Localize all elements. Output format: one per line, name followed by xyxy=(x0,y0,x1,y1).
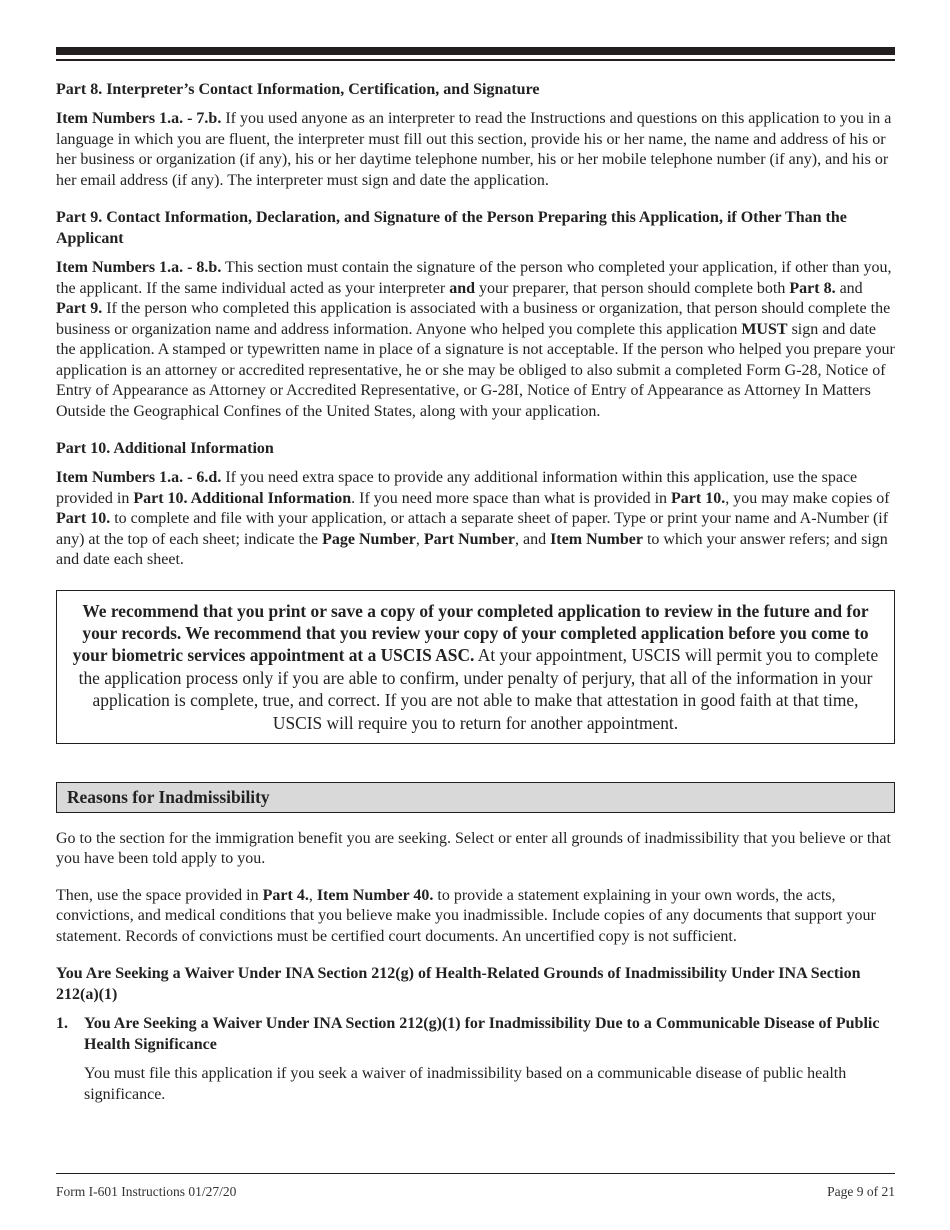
part10-ref: Part 10. Additional Information xyxy=(133,489,352,507)
part9-ref: Part 9. xyxy=(56,300,103,317)
part10-text: . If you need more space than what is provided in xyxy=(351,489,672,507)
inadmissibility-paragraph-1: Go to the section for the immigration benefit you are seeking. Select or enter all grounds of inadmissibility that you believe or that you have been told apply to you. xyxy=(56,829,891,868)
part10-paragraph xyxy=(56,468,895,571)
numbered-item-1 xyxy=(56,1014,895,1055)
notice-bold-text: We recommend that you print or save a copy of your completed application to review in the future and for your records. We recommend that you review your copy of your completed application before you come to your biometric services appointment at a USCIS ASC. xyxy=(72,600,869,666)
part10-text: to which your answer refers; and sign and date each sheet. xyxy=(56,530,888,568)
part10-ref: Item Number xyxy=(550,530,643,548)
inadmissibility-paragraph-2 xyxy=(56,886,895,948)
part9-emphasis: and xyxy=(449,279,475,297)
part10-ref: Page Number xyxy=(322,530,416,548)
part10-text: , you may make copies of xyxy=(725,489,890,507)
notice-text: At your appointment, USCIS will permit you to complete the application process only if you are able to confirm, under penalty of perjury, that all of the information in your application is complete, true, and correct. If you are not able to make that attestation in good faith at that time, USCIS will require you to return for another appointment. xyxy=(78,645,879,733)
part9-item-numbers: Item Numbers 1.a. - 8.b. xyxy=(56,259,222,276)
inadmissibility-text: , xyxy=(308,886,317,904)
inadmissibility-ref: Item Number 40. xyxy=(316,886,434,904)
page-content xyxy=(56,79,895,1105)
part9-emphasis: MUST xyxy=(741,320,788,338)
part9-paragraph xyxy=(56,258,895,422)
part10-text: , and xyxy=(514,530,551,548)
part9-heading: Part 9. Contact Information, Declaration, and Signature of the Person Preparing this Application, if Other Than the Applicant xyxy=(56,209,847,247)
item-title: You Are Seeking a Waiver Under INA Section 212(g)(1) for Inadmissibility Due to a Communicable Disease of Public Health Significance xyxy=(84,1015,880,1053)
footer-rule xyxy=(56,1173,895,1174)
top-rule-thin xyxy=(56,59,895,61)
inadmissibility-text: to provide a statement explaining in your own words, the acts, convictions, and medical conditions that you believe make you inadmissible. Include copies of any documents that support your statement. Records of convictions must be certified court documents. An uncertified copy is not sufficient. xyxy=(56,886,876,945)
section-title-bar: Reasons for Inadmissibility xyxy=(56,782,895,813)
top-rule-thick xyxy=(56,47,895,55)
part9-text: If the person who completed this application is associated with a business or organization, that person should complete the business or organization name and address information. Anyone who helped you complete this application xyxy=(56,300,891,338)
part10-text: , xyxy=(415,530,424,548)
item-1-body: You must file this application if you seek a waiver of inadmissibility based on a communicable disease of public health significance. xyxy=(84,1065,847,1103)
item-number: 1. xyxy=(56,1015,68,1033)
part8-item-numbers: Item Numbers 1.a. - 7.b. xyxy=(56,110,222,127)
part10-item-numbers: Item Numbers 1.a. - 6.d. xyxy=(56,469,222,486)
part9-text: This section must contain the signature of the person who completed your application, if other than you, the applicant. If the same individual acted as your interpreter xyxy=(56,259,892,297)
part8-text: If you used anyone as an interpreter to read the Instructions and questions on this application to you in a language in which you are fluent, the interpreter must fill out this section, provide his or her name, the name and address of his or her business or organization (if any), his or her daytime telephone number, his or her mobile telephone number (if any), and his or her email address (if any). The interpreter must sign and date the application. xyxy=(56,110,892,189)
footer-form-label: Form I-601 Instructions 01/27/20 xyxy=(56,1184,237,1199)
part10-heading: Part 10. Additional Information xyxy=(56,440,274,457)
part9-ref: Part 8. xyxy=(789,279,836,297)
part9-text: sign and date the application. A stamped or typewritten name in place of a signature is not acceptable. If the person who helped you prepare your application is an attorney or accredited representative, he or she may be obliged to also submit a completed Form G-28, Notice of Entry of Appearance as Attorney or Accredited Representative, or G-28I, Notice of Entry of Appearance as Attorney In Matters Outside the Geographical Confines of the United States, along with your application. xyxy=(56,320,895,420)
footer-page-number: Page 9 of 21 xyxy=(827,1184,895,1199)
part8-heading: Part 8. Interpreter’s Contact Information, Certification, and Signature xyxy=(56,81,540,98)
inadmissibility-ref: Part 4. xyxy=(262,886,309,904)
part9-text: and xyxy=(835,279,863,297)
part10-ref: Part 10. xyxy=(56,510,111,527)
part10-ref: Part 10. xyxy=(671,489,726,507)
part10-text: If you need extra space to provide any additional information within this application, use the space provided in xyxy=(56,469,858,507)
recommendation-notice-box xyxy=(56,590,895,744)
part10-text: to complete and file with your application, or attach a separate sheet of paper. Type or print your name and A-Number (if any) at the top of each sheet; indicate the xyxy=(56,510,889,548)
part9-text: your preparer, that person should complete both xyxy=(474,279,790,297)
part8-paragraph xyxy=(56,109,895,191)
waiver-212g-heading: You Are Seeking a Waiver Under INA Section 212(g) of Health-Related Grounds of Inadmissibility Under INA Section 212(a)(1) xyxy=(56,965,861,1004)
part10-ref: Part Number xyxy=(423,530,515,548)
inadmissibility-text: Then, use the space provided in xyxy=(56,886,263,904)
